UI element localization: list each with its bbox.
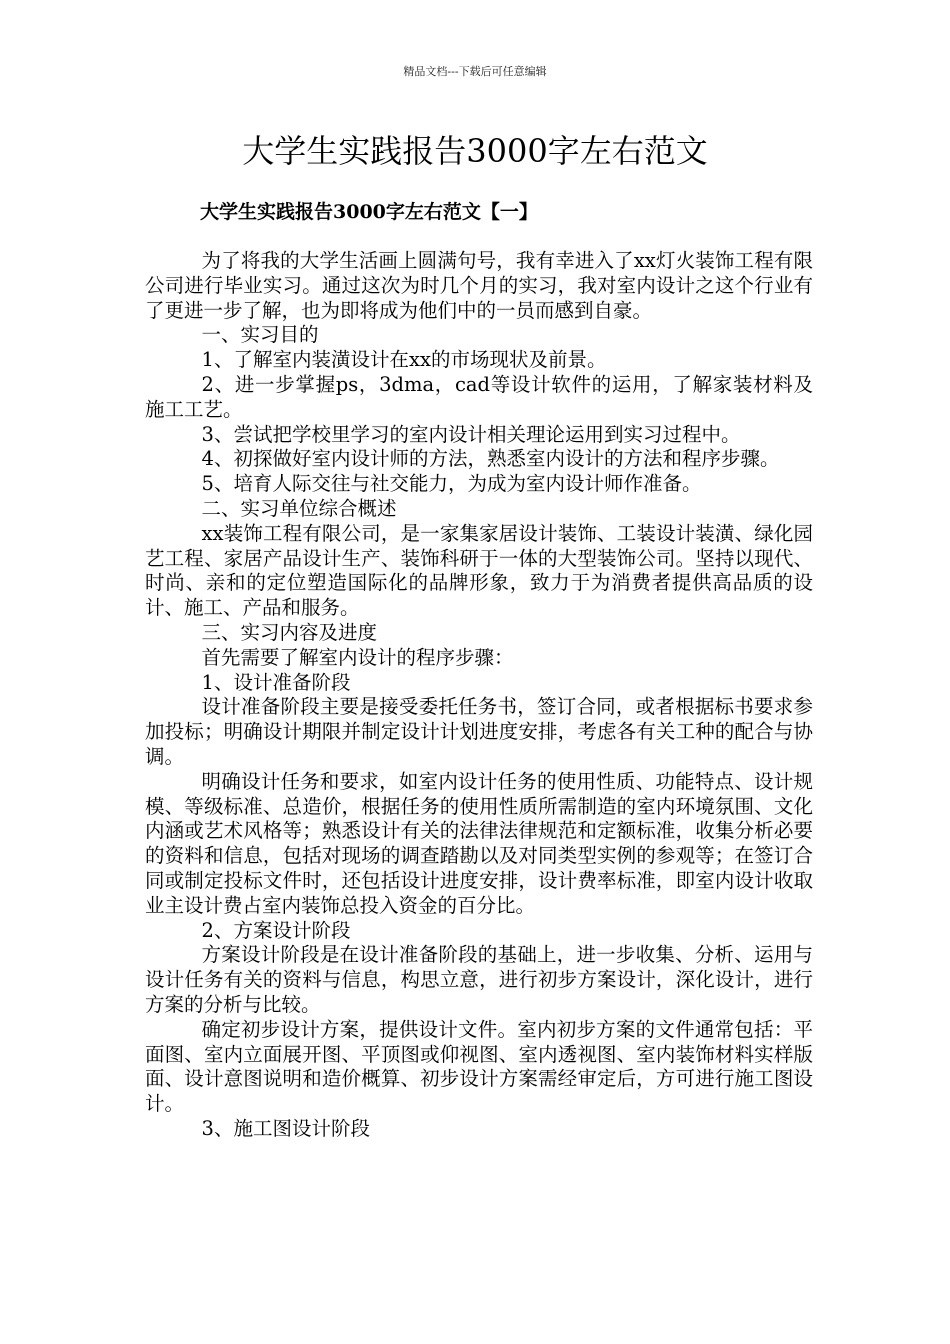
subsection-heading: 2、方案设计阶段 <box>201 918 351 942</box>
list-item: 5、培育人际交往与社交能力，为成为室内设计师作准备。 <box>201 472 702 496</box>
subsection-heading: 1、设计准备阶段 <box>201 670 351 694</box>
body-paragraph: 设计准备阶段主要是接受委托任务书，签订合同，或者根据标书要求参加投标；明确设计期限并制定设计计划进度安排，考虑各有关工种的配合与协调。 <box>145 695 813 768</box>
body-paragraph: 方案设计阶段是在设计准备阶段的基础上，进一步收集、分析、运用与设计任务有关的资料与信息，构思立意，进行初步方案设计，深化设计，进行方案的分析与比较。 <box>145 943 813 1016</box>
section-heading: 三、实习内容及进度 <box>201 620 378 644</box>
list-item: 1、了解室内装潢设计在xx的市场现状及前景。 <box>201 348 607 372</box>
section-heading: 一、实习目的 <box>201 323 319 347</box>
intro-paragraph: 为了将我的大学生活画上圆满句号，我有幸进入了xx灯火装饰工程有限公司进行毕业实习。通过这次为时几个月的实习，我对室内设计之这个行业有了更进一步了解，也为即将成为他们中的一员而感到自豪。 <box>145 249 813 322</box>
header-note: 精品文档---下载后可任意编辑 <box>403 65 547 78</box>
subsection-heading: 3、施工图设计阶段 <box>201 1116 370 1140</box>
list-item: 4、初探做好室内设计师的方法，熟悉室内设计的方法和程序步骤。 <box>201 447 780 471</box>
body-paragraph: 首先需要了解室内设计的程序步骤： <box>201 645 514 669</box>
body-paragraph: 明确设计任务和要求，如室内设计任务的使用性质、功能特点、设计规模、等级标准、总造价，根据任务的使用性质所需制造的室内环境氛围、文化内涵或艺术风格等；熟悉设计有关的法律法律规范和定额标准，收集分析必要的资料和信息，包括对现场的调查踏勘以及对同类型实例的参观等；在签订合同或制定投标文件时，还包括设计进度安排，设计费率标准，即室内设计收取业主设计费占室内装饰总投入资金的百分比。 <box>145 769 813 917</box>
section-heading: 二、实习单位综合概述 <box>201 496 397 520</box>
list-item: 3、尝试把学校里学习的室内设计相关理论运用到实习过程中。 <box>201 422 741 446</box>
list-item: 2、进一步掌握ps，3dma，cad等设计软件的运用，了解家装材料及施工工艺。 <box>145 372 813 421</box>
document-title: 大学生实践报告3000字左右范文 <box>242 132 708 170</box>
document-subtitle: 大学生实践报告3000字左右范文【一】 <box>200 201 538 223</box>
body-paragraph: 确定初步设计方案，提供设计文件。室内初步方案的文件通常包括：平面图、室内立面展开图、平顶图或仰视图、室内透视图、室内装饰材料实样版面、设计意图说明和造价概算、初步设计方案需经审定后，方可进行施工图设计。 <box>145 1017 813 1116</box>
body-paragraph: xx装饰工程有限公司，是一家集家居设计装饰、工装设计装潢、绿化园艺工程、家居产品设计生产、装饰科研于一体的大型装饰公司。坚持以现代、时尚、亲和的定位塑造国际化的品牌形象，致力于为消费者提供高品质的设计、施工、产品和服务。 <box>145 521 813 620</box>
document-body <box>145 249 813 1142</box>
